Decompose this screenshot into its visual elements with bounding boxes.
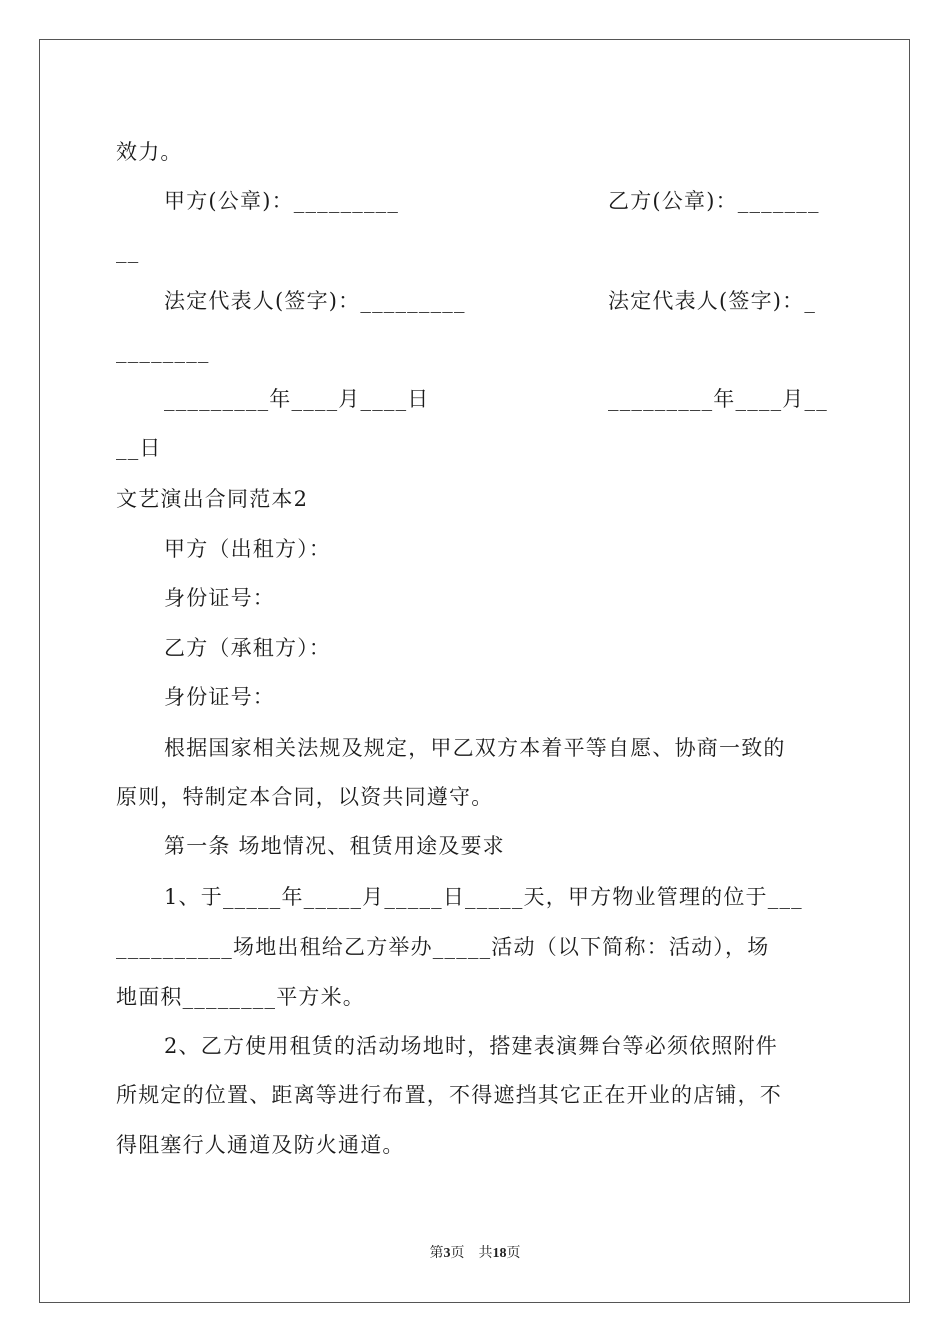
party-b-label: 乙方（承租方）： (164, 636, 332, 660)
party-b-date: _________年____月__ (608, 387, 828, 411)
total-pages: 18 (492, 1246, 507, 1261)
text-line: ________ (116, 339, 210, 363)
paragraph-line: 得阻塞行人通道及防火通道。 (116, 1133, 405, 1157)
text-line: 效力。 (116, 140, 183, 164)
party-b-id-label: 身份证号： (164, 685, 275, 709)
party-b-seal: 乙方(公章)：_______ (608, 189, 820, 213)
party-a-representative: 法定代表人(签字)：_________ (164, 289, 466, 313)
party-a-seal: 甲方(公章)：_________ (164, 189, 400, 213)
party-b-representative: 法定代表人(签字)：_ (608, 289, 817, 313)
paragraph-line: 地面积________平方米。 (116, 985, 365, 1009)
paragraph-line: 根据国家相关法规及规定，甲乙双方本着平等自愿、协商一致的 (164, 736, 786, 760)
paragraph-line: 1、于_____年_____月_____日_____天，甲方物业管理的位于___ (164, 885, 803, 909)
page-border (39, 39, 910, 1303)
party-a-id-label: 身份证号： (164, 586, 275, 610)
page-footer: 第3页 共18页 (429, 1246, 521, 1261)
paragraph-line: 所规定的位置、距离等进行布置，不得遮挡其它正在开业的店铺，不 (116, 1083, 782, 1107)
paragraph-line: __________场地出租给乙方举办_____活动（以下简称：活动），场 (116, 935, 770, 959)
party-a-date: _________年____月____日 (164, 387, 430, 411)
paragraph-line: 原则，特制定本合同，以资共同遵守。 (116, 785, 494, 809)
party-a-label: 甲方（出租方）： (164, 537, 332, 561)
contract-title: 文艺演出合同范本2 (116, 487, 309, 511)
paragraph-line: 2、乙方使用租赁的活动场地时，搭建表演舞台等必须依照附件 (164, 1034, 778, 1058)
text-line: __日 (116, 436, 162, 460)
current-page: 3 (443, 1246, 451, 1261)
text-line: __ (116, 239, 140, 263)
article-heading: 第一条 场地情况、租赁用途及要求 (164, 834, 505, 858)
